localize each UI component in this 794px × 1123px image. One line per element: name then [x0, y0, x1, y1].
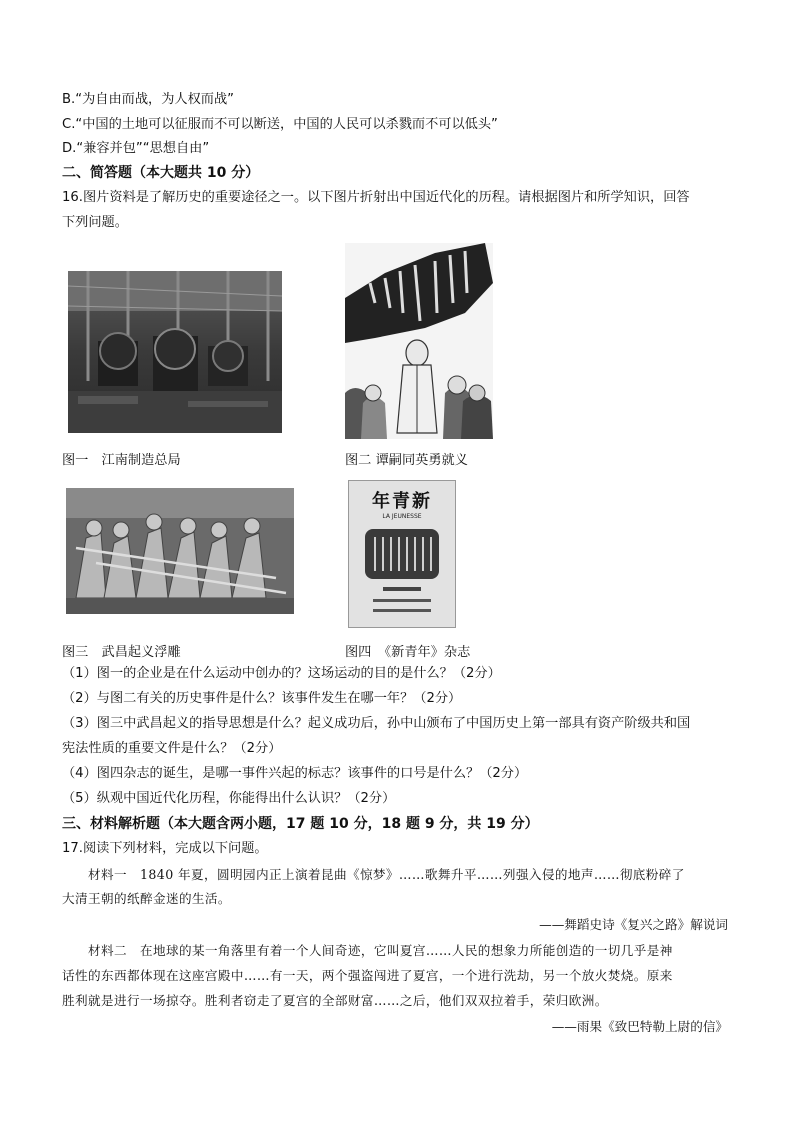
- material2-line3: 胜利就是进行一场掠夺。胜利者窃走了夏宫的全部财富……之后，他们双双拉着手，荣归欧洲。: [62, 993, 608, 1008]
- magazine-title: 年青新: [372, 491, 432, 512]
- option-d: D.“兼容并包”“思想自由”: [62, 141, 210, 156]
- section3-heading: 三、材料解析题（本大题含两小题，17 题 10 分，18 题 9 分，共 19 分）: [62, 816, 539, 832]
- q16-line2: 下列问题。: [62, 215, 128, 230]
- sub-question-2: （2）与图二有关的历史事件是什么？该事件发生在哪一年？（2分）: [62, 691, 462, 706]
- figure3-caption: 图三 武昌起义浮雕: [62, 645, 181, 660]
- sub-question-5: （5）纵观中国近代化历程，你能得出什么认识？（2分）: [62, 791, 396, 806]
- q17-intro: 17.阅读下列材料，完成以下问题。: [62, 841, 268, 856]
- material1-line1: 材料一 1840 年夏，圆明园内正上演着昆曲《惊梦》……歌舞升平……列强入侵的地声……彻底粉碎了: [88, 867, 685, 882]
- sub-question-1: （1）图一的企业是在什么运动中创办的？这场运动的目的是什么？（2分）: [62, 666, 501, 681]
- section2-heading: 二、简答题（本大题共 10 分）: [62, 165, 260, 181]
- material1-source: ——舞蹈史诗《复兴之路》解说词: [539, 917, 728, 932]
- figure3-relief-photo: [66, 488, 294, 614]
- figure4-magazine-cover: [348, 480, 456, 628]
- option-c: C.“中国的土地可以征服而不可以断送，中国的人民可以杀戮而不可以低头”: [62, 117, 498, 132]
- material2-line2: 话性的东西都体现在这座宫殿中……有一天，两个强盗闯进了夏宫，一个进行洗劫，另一个放火焚烧。原来: [62, 968, 673, 983]
- figure2-caption: 图二 谭嗣同英勇就义: [345, 453, 468, 468]
- sub-question-3: （3）图三中武昌起义的指导思想是什么？起义成功后，孙中山颁布了中国历史上第一部具有资产阶级共和国: [62, 716, 691, 731]
- figure4-caption: 图四 《新青年》杂志: [345, 645, 471, 660]
- sub-question-4: （4）图四杂志的诞生，是哪一事件兴起的标志？该事件的口号是什么？（2分）: [62, 766, 528, 781]
- magazine-subtitle: LA JEUNESSE: [382, 513, 422, 520]
- sub-question-3-cont: 宪法性质的重要文件是什么？（2分）: [62, 741, 282, 756]
- q16-line1: 16.图片资料是了解历史的重要途径之一。以下图片折射出中国近代化的历程。请根据图片和所学知识，回答: [62, 190, 690, 205]
- material2-line1: 材料二 在地球的某一角落里有着一个人间奇迹，它叫夏宫……人民的想象力所能创造的一切几乎是神: [88, 943, 673, 958]
- material1-line2: 大清王朝的纸醉金迷的生活。: [62, 891, 231, 906]
- material2-source: ——雨果《致巴特勒上尉的信》: [551, 1019, 728, 1034]
- option-b: B.“为自由而战，为人权而战”: [62, 92, 234, 107]
- figure1-caption: 图一 江南制造总局: [62, 453, 181, 468]
- figure1-factory-photo: [68, 271, 282, 433]
- figure2-tan-sitong-illustration: [345, 243, 493, 439]
